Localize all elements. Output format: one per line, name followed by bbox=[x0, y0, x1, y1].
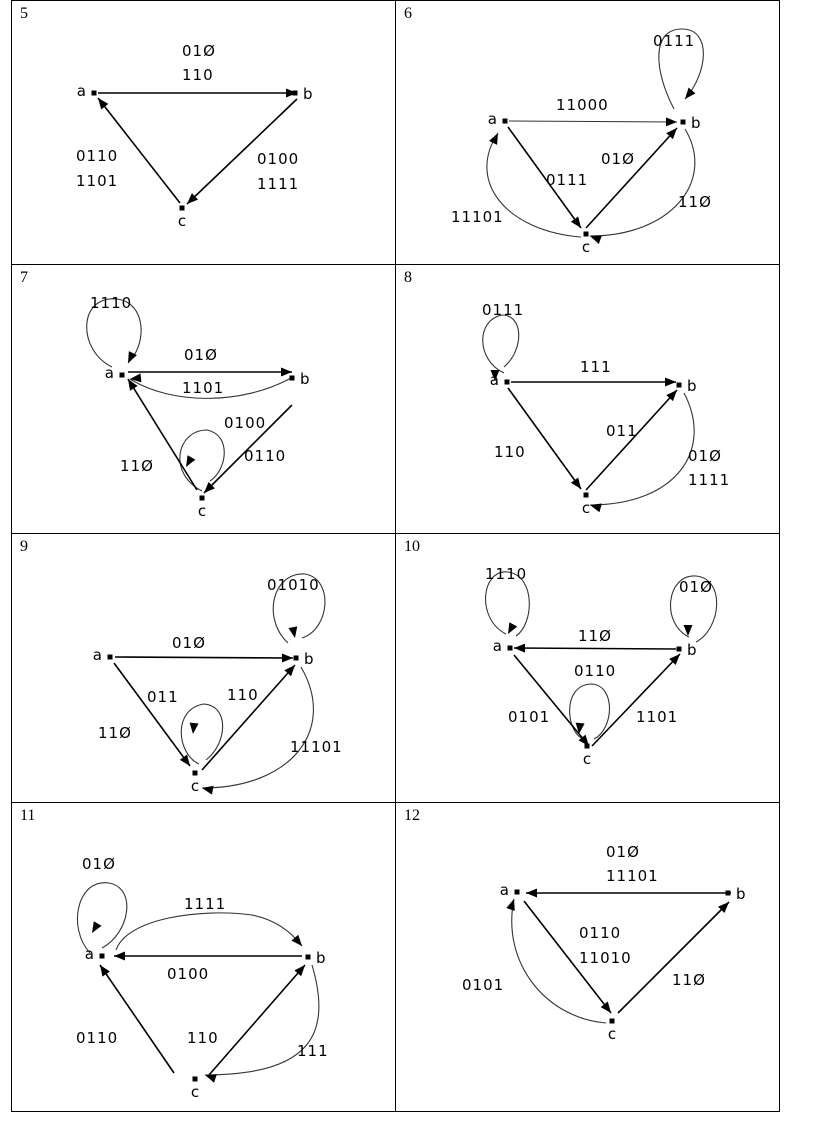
diagram-grid bbox=[11, 0, 779, 1111]
arrowhead bbox=[288, 626, 297, 638]
edge-label: 1111 bbox=[688, 471, 731, 489]
edge-label: 0111 bbox=[482, 301, 525, 319]
node-label: a bbox=[492, 637, 502, 655]
edge-line bbox=[618, 902, 729, 1013]
edge-label: 0110 bbox=[244, 447, 287, 465]
node-dot bbox=[100, 954, 105, 959]
arrowhead bbox=[114, 952, 125, 961]
edge-line bbox=[509, 121, 677, 122]
node-dot bbox=[120, 373, 125, 378]
edge-label: 01Ø bbox=[679, 578, 713, 596]
edge-label: 11000 bbox=[556, 96, 609, 114]
arrowhead bbox=[685, 88, 695, 99]
arrowhead bbox=[514, 644, 525, 653]
node-label: c bbox=[582, 750, 592, 768]
edge-label: 0101 bbox=[508, 708, 551, 726]
node-dot bbox=[294, 656, 299, 661]
node-label: c bbox=[190, 1083, 200, 1101]
edge-label: 11101 bbox=[290, 738, 343, 756]
node-label: c bbox=[190, 777, 200, 795]
node-label: c bbox=[581, 238, 591, 256]
edge-label: 01010 bbox=[267, 576, 320, 594]
edge-label: 111 bbox=[580, 358, 612, 376]
node-dot bbox=[610, 1019, 615, 1024]
node-dot bbox=[193, 1077, 198, 1082]
arrowhead bbox=[281, 368, 292, 377]
edge-label: 110 bbox=[187, 1029, 219, 1047]
node-label: b bbox=[316, 949, 326, 967]
edge-line bbox=[508, 388, 581, 489]
diagram-panel bbox=[395, 0, 780, 265]
edge-label: 0101 bbox=[462, 976, 505, 994]
edge-line bbox=[514, 648, 676, 649]
node-label: b bbox=[687, 641, 697, 659]
node-dot bbox=[293, 91, 298, 96]
panel-number: 7 bbox=[20, 269, 28, 286]
state-diagram bbox=[12, 803, 396, 1112]
node-dot bbox=[681, 120, 686, 125]
diagram-panel bbox=[11, 264, 396, 534]
edge-line bbox=[586, 390, 677, 490]
state-diagram bbox=[396, 803, 780, 1112]
panel-number: 12 bbox=[404, 807, 420, 824]
edge-label: 110 bbox=[227, 686, 259, 704]
node-dot bbox=[503, 119, 508, 124]
edge-line bbox=[586, 128, 677, 228]
node-dot bbox=[306, 955, 311, 960]
state-diagram bbox=[12, 1, 396, 265]
node-dot bbox=[200, 496, 205, 501]
arrowhead bbox=[202, 786, 214, 795]
arrowhead bbox=[665, 378, 676, 387]
curved-edge bbox=[590, 129, 695, 236]
edge-label: 011 bbox=[606, 422, 638, 440]
edge-label: 1110 bbox=[485, 565, 528, 583]
edge-label: 11010 bbox=[579, 949, 632, 967]
arrowhead bbox=[100, 965, 110, 977]
node-label: a bbox=[104, 364, 114, 382]
panel-number: 5 bbox=[20, 5, 28, 22]
edge-label: 11Ø bbox=[578, 627, 612, 645]
edge-label: 1101 bbox=[636, 708, 679, 726]
arrowhead bbox=[506, 899, 515, 911]
state-diagram bbox=[12, 265, 396, 534]
state-diagram bbox=[396, 1, 780, 265]
node-label: b bbox=[736, 885, 746, 903]
arrowhead bbox=[571, 216, 581, 228]
edge-label: 01Ø bbox=[184, 346, 218, 364]
node-label: a bbox=[489, 371, 499, 389]
edge-label: 01Ø bbox=[182, 42, 216, 60]
node-label: a bbox=[84, 945, 94, 963]
node-label: b bbox=[687, 377, 697, 395]
self-loop-edge bbox=[180, 430, 224, 491]
edge-label: 01Ø bbox=[688, 447, 722, 465]
curved-edge bbox=[116, 913, 302, 950]
edge-label: 110 bbox=[494, 443, 526, 461]
edge-label: 01Ø bbox=[601, 150, 635, 168]
arrowhead bbox=[571, 477, 581, 489]
edge-label: 0110 bbox=[76, 147, 119, 165]
edge-label: 01Ø bbox=[172, 634, 206, 652]
node-label: c bbox=[197, 502, 207, 520]
node-dot bbox=[505, 380, 510, 385]
arrowhead bbox=[190, 723, 199, 734]
edge-label: 11101 bbox=[451, 208, 504, 226]
edge-line bbox=[114, 663, 190, 766]
edge-label: 11101 bbox=[606, 867, 659, 885]
edge-label: 111 bbox=[297, 1042, 329, 1060]
node-label: c bbox=[607, 1025, 617, 1043]
edge-label: 0111 bbox=[653, 32, 696, 50]
state-diagram bbox=[396, 534, 780, 803]
panel-number: 11 bbox=[20, 807, 36, 824]
node-label: a bbox=[92, 646, 102, 664]
node-dot bbox=[726, 891, 731, 896]
edge-label: 1111 bbox=[184, 895, 227, 913]
node-dot bbox=[108, 655, 113, 660]
edge-label: 0110 bbox=[579, 924, 622, 942]
arrowhead bbox=[590, 236, 602, 244]
edge-label: 11Ø bbox=[672, 971, 706, 989]
edge-label: 1101 bbox=[76, 172, 119, 190]
node-dot bbox=[585, 744, 590, 749]
edge-label: 11Ø bbox=[120, 457, 154, 475]
node-label: b bbox=[304, 650, 314, 668]
edge-label: 0110 bbox=[76, 1029, 119, 1047]
panel-number: 9 bbox=[20, 538, 28, 555]
arrowhead bbox=[282, 653, 293, 662]
arrowhead bbox=[508, 622, 517, 634]
edge-label: 011 bbox=[147, 688, 179, 706]
edge-line bbox=[100, 965, 174, 1073]
arrowhead bbox=[489, 133, 498, 145]
arrowhead bbox=[92, 921, 102, 933]
arrowhead bbox=[186, 455, 195, 467]
node-dot bbox=[508, 646, 513, 651]
diagram-panel bbox=[395, 264, 780, 534]
edge-label: 11Ø bbox=[678, 193, 712, 211]
edge-label: 1111 bbox=[257, 175, 300, 193]
node-label: b bbox=[691, 114, 701, 132]
edge-label: 1101 bbox=[182, 379, 225, 397]
diagram-panel bbox=[395, 802, 780, 1112]
arrowhead bbox=[666, 117, 677, 126]
node-label: c bbox=[581, 499, 591, 517]
node-dot bbox=[677, 647, 682, 652]
node-label: a bbox=[499, 881, 509, 899]
arrowhead bbox=[180, 754, 190, 766]
arrowhead bbox=[130, 373, 141, 382]
node-dot bbox=[584, 493, 589, 498]
edge-label: 110 bbox=[182, 66, 214, 84]
node-label: b bbox=[300, 370, 310, 388]
state-diagram bbox=[396, 265, 780, 534]
edge-line bbox=[202, 665, 295, 770]
node-dot bbox=[515, 890, 520, 895]
arrowhead bbox=[590, 504, 602, 513]
self-loop-edge bbox=[181, 704, 222, 764]
edge-label: 01Ø bbox=[606, 843, 640, 861]
diagram-panel bbox=[11, 802, 396, 1112]
panel-number: 6 bbox=[404, 5, 412, 22]
node-dot bbox=[677, 383, 682, 388]
panel-number: 8 bbox=[404, 269, 412, 286]
edge-label: 0100 bbox=[167, 965, 210, 983]
edge-label: 0100 bbox=[257, 150, 300, 168]
node-label: c bbox=[177, 212, 187, 230]
edge-label: 1110 bbox=[90, 294, 133, 312]
arrowhead bbox=[526, 889, 537, 898]
node-dot bbox=[92, 91, 97, 96]
panel-number: 10 bbox=[404, 538, 420, 555]
node-dot bbox=[180, 206, 185, 211]
node-label: a bbox=[76, 82, 86, 100]
state-diagram bbox=[12, 534, 396, 803]
edge-label: 0110 bbox=[574, 662, 617, 680]
edge-label: 01Ø bbox=[82, 855, 116, 873]
self-loop-edge bbox=[483, 315, 519, 373]
arrowhead bbox=[601, 1002, 611, 1013]
edge-label: 11Ø bbox=[98, 724, 132, 742]
arrowhead bbox=[205, 1074, 217, 1083]
node-label: a bbox=[487, 110, 497, 128]
edge-label: 0111 bbox=[546, 171, 589, 189]
edge-line bbox=[115, 657, 293, 658]
edge-label: 0100 bbox=[224, 414, 267, 432]
node-label: b bbox=[303, 85, 313, 103]
diagram-panel bbox=[395, 533, 780, 803]
node-dot bbox=[290, 376, 295, 381]
diagram-panel bbox=[11, 533, 396, 803]
arrowhead bbox=[98, 98, 108, 109]
curved-edge bbox=[590, 393, 694, 505]
node-dot bbox=[584, 232, 589, 237]
node-dot bbox=[193, 771, 198, 776]
diagram-panel bbox=[11, 0, 396, 265]
